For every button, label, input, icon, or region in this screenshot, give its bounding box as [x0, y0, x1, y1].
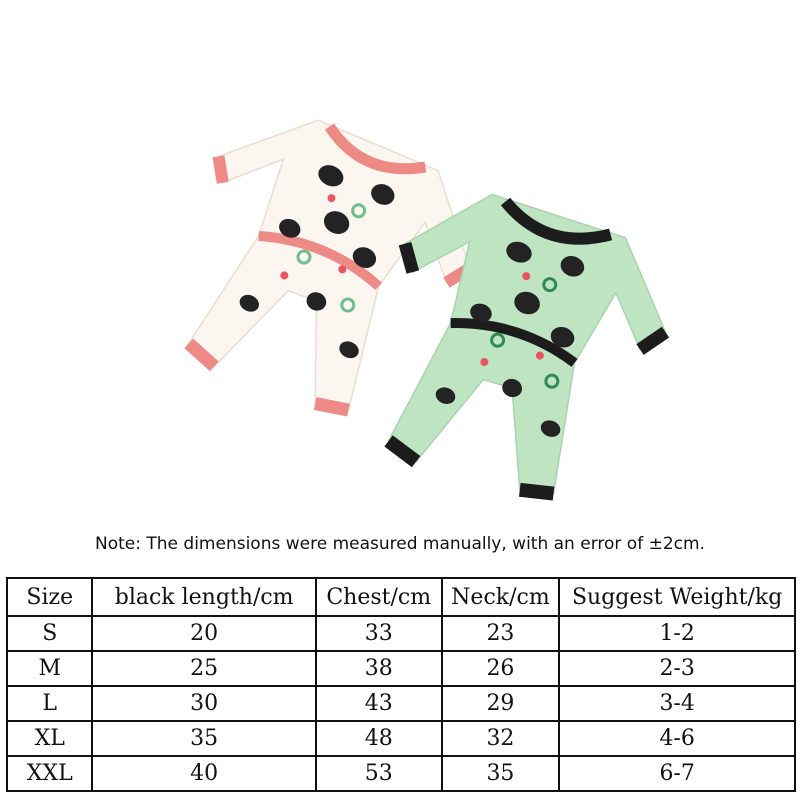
cell-size: S — [7, 616, 92, 651]
table-row — [7, 651, 795, 686]
cell-neck: 26 — [442, 651, 560, 686]
cell-chest: 43 — [316, 686, 442, 721]
header-weight: Suggest Weight/kg — [559, 578, 795, 616]
table-row — [7, 686, 795, 721]
cell-length: 20 — [92, 616, 315, 651]
cell-weight: 6-7 — [559, 756, 795, 791]
table-row — [7, 616, 795, 651]
cell-size: XXL — [7, 756, 92, 791]
cell-weight: 2-3 — [559, 651, 795, 686]
cell-length: 30 — [92, 686, 315, 721]
cell-chest: 48 — [316, 721, 442, 756]
table-row — [7, 756, 795, 791]
cell-neck: 29 — [442, 686, 560, 721]
cell-size: M — [7, 651, 92, 686]
measurement-note: Note: The dimensions were measured manually, with an error of ±2cm. — [95, 534, 705, 554]
cell-chest: 33 — [316, 616, 442, 651]
cell-size: XL — [7, 721, 92, 756]
cell-weight: 1-2 — [559, 616, 795, 651]
header-neck: Neck/cm — [442, 578, 560, 616]
cell-neck: 23 — [442, 616, 560, 651]
cell-neck: 32 — [442, 721, 560, 756]
cell-weight: 4-6 — [559, 721, 795, 756]
cell-length: 35 — [92, 721, 315, 756]
size-chart-table — [6, 577, 796, 792]
cell-weight: 3-4 — [559, 686, 795, 721]
header-chest: Chest/cm — [316, 578, 442, 616]
table-row — [7, 721, 795, 756]
header-length: black length/cm — [92, 578, 315, 616]
table-header-row — [7, 578, 795, 616]
cell-length: 40 — [92, 756, 315, 791]
cell-neck: 35 — [442, 756, 560, 791]
cell-chest: 53 — [316, 756, 442, 791]
cell-size: L — [7, 686, 92, 721]
header-size: Size — [7, 578, 92, 616]
cell-length: 25 — [92, 651, 315, 686]
cell-chest: 38 — [316, 651, 442, 686]
